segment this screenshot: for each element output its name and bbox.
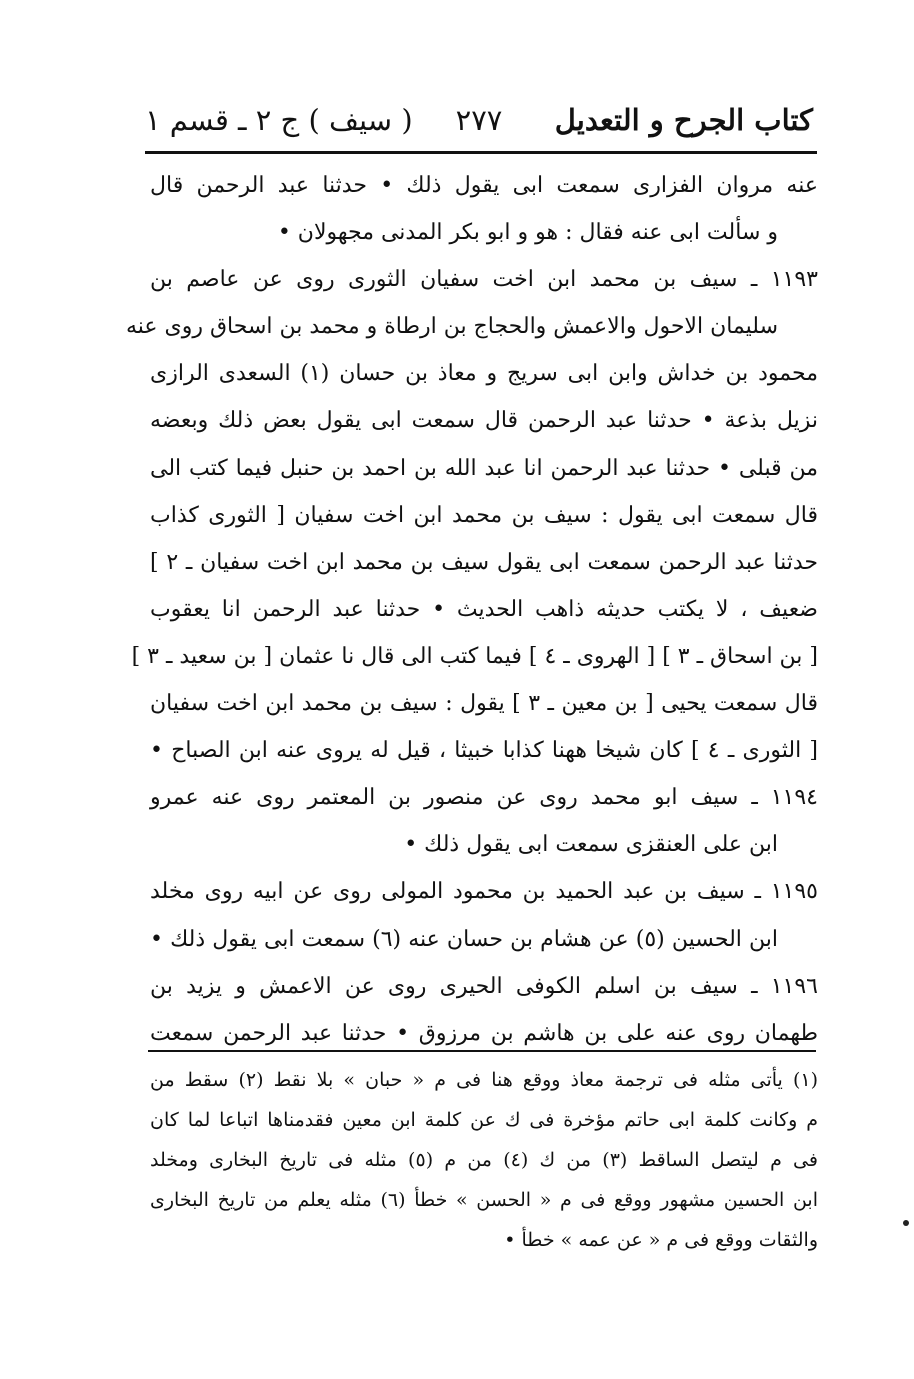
entry-1193-line: ١١٩٣ ـ سيف بن محمد ابن اخت سفيان الثورى روى عن عاصم بن (150, 267, 818, 293)
entry-1194-line: ١١٩٤ ـ سيف ابو محمد روى عن منصور بن المعتمر روى عنه عمرو (150, 785, 818, 811)
text-line: ضعيف ، لا يكتب حديثه ذاهب الحديث • حدثنا عبد الرحمن انا يعقوب (150, 596, 818, 622)
main-text (125, 162, 819, 1057)
footnote-rule (148, 1050, 816, 1052)
margin-mark (903, 1220, 909, 1226)
footnotes (150, 1060, 818, 1260)
text-line: طهمان روى عنه على بن هاشم بن مرزوق • حدثنا عبد الرحمن سمعت (150, 1020, 818, 1046)
text-line: عنه مروان الفزارى سمعت ابى يقول ذلك • حدثنا عبد الرحمن قال (150, 173, 818, 198)
footnote-line: (١) يأتى مثله فى ترجمة معاذ ووقع هنا فى م « حبان » بلا نقط (٢) سقط من (150, 1069, 818, 1091)
book-title: كتاب الجرح و التعديل (554, 103, 813, 137)
text-line: [ الثورى ـ ٤ ] كان شيخا ههنا كذابا خبيثا ، قيل له يروى عنه ابن الصباح • (150, 738, 818, 764)
text-line: من قبلى • حدثنا عبد الرحمن انا عبد الله بن احمد بن حنبل فيما كتب الى (150, 455, 818, 481)
text-line: [ بن اسحاق ـ ٣ ] [ الهروى ـ ٤ ] فيما كتب الى قال نا عثمان [ بن سعيد ـ ٣ ] (131, 643, 818, 669)
entry-1196-line: ١١٩٦ ـ سيف بن اسلم الكوفى الحيرى روى عن الاعمش و يزيد بن (150, 973, 818, 999)
running-header (145, 98, 813, 142)
text-line: نزيل بذعة • حدثنا عبد الرحمن قال سمعت ابى يقول بعض ذلك وبعضه (150, 408, 818, 434)
footnote-line: ابن الحسين مشهور ووقع فى م « الحسن » خطأ (٦) مثله يعلم من تاريخ البخارى (150, 1189, 818, 1211)
text-line: ابن الحسين (٥) عن هشام بن حسان عنه (٦) سمعت ابى يقول ذلك • (150, 926, 778, 952)
text-line: قال سمعت يحيى [ بن معين ـ ٣ ] يقول : سيف بن محمد ابن اخت سفيان (150, 691, 818, 717)
section-label: ( سيف ) ج ٢ ـ قسم ١ (145, 103, 413, 137)
footnote-line: والثقات ووقع فى م « عن عمه » خطأ • (504, 1229, 818, 1251)
text-line: قال سمعت ابى يقول : سيف بن محمد ابن اخت سفيان [ الثورى كذاب (150, 502, 818, 528)
entry-1195-line: ١١٩٥ ـ سيف بن عبد الحميد بن محمود المولى روى عن ابيه روى مخلد (150, 879, 818, 905)
text-line: محمود بن خداش وابن ابى سريج و معاذ بن حسان (١) السعدى الرازى (150, 361, 818, 387)
text-line: و سألت ابى عنه فقال : هو و ابو بكر المدنى مجهولان • (277, 220, 778, 246)
footnote-line: فى م ليتصل الساقط (٣) من ك (٤) من م (٥) مثله فى تاريخ البخارى ومخلد (150, 1149, 818, 1171)
page-number: ٢٧٧ (455, 103, 503, 137)
footnote-line: م وكانت كلمة ابى حاتم مؤخرة فى ك عن كلمة ابن معين فقدمناها اتباعا لما كان (150, 1109, 818, 1131)
text-line: ابن على العنقزى سمعت ابى يقول ذلك • (404, 832, 778, 858)
header-rule (145, 151, 817, 154)
text-line: حدثنا عبد الرحمن سمعت ابى يقول سيف بن محمد ابن اخت سفيان ـ ٢ ] (150, 549, 819, 575)
text-line: سليمان الاحول والاعمش والحجاج بن ارطاة و محمد بن اسحاق روى عنه (125, 314, 778, 340)
